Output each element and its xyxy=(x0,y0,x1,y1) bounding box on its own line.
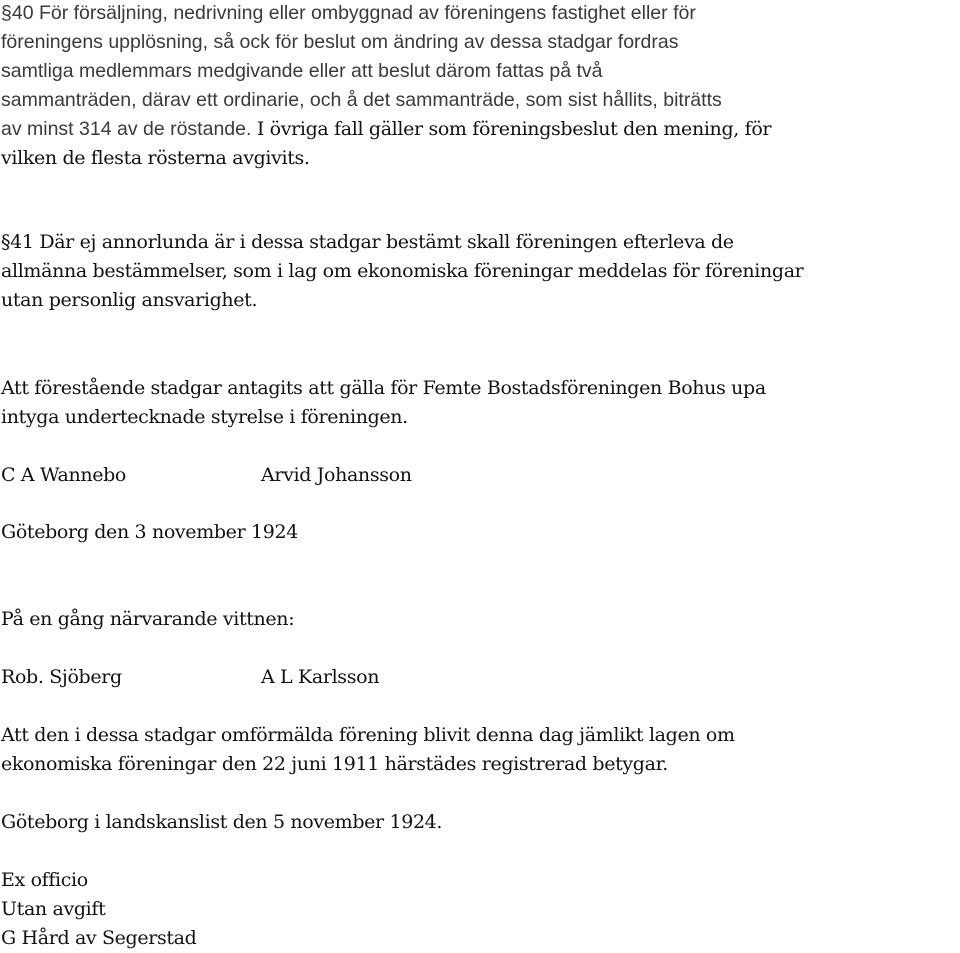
signature-board-right: Arvid Johansson xyxy=(261,464,412,486)
registration-line: Att den i dessa stadgar omförmälda förening blivit denna dag jämlikt lagen om xyxy=(1,724,735,746)
attestation-line: intyga undertecknade styrelse i föreningen. xyxy=(1,406,408,428)
county-date-line: Göteborg i landskanslist den 5 november 1924. xyxy=(1,811,443,833)
registration-paragraph xyxy=(1,721,735,779)
paragraph-40-line xyxy=(1,115,771,144)
paragraph-40-line: sammanträden, därav ett ordinarie, och å det sammanträde, som sist hållits, biträtts xyxy=(1,89,722,111)
attestation-line: Att förestående stadgar antagits att gälla för Femte Bostadsföreningen Bohus upa xyxy=(1,377,766,399)
paragraph-40-line-start: av minst 314 av de röstande. xyxy=(1,118,252,140)
signature-board-left: C A Wannebo xyxy=(1,464,127,486)
attestation-paragraph xyxy=(1,374,766,432)
paragraph-41-line: allmänna bestämmelser, som i lag om ekonomiska föreningar meddelas för föreningar xyxy=(1,260,804,282)
paragraph-40-line: föreningens upplösning, så ock för beslut om ändring av dessa stadgar fordras xyxy=(1,31,679,53)
paragraph-40 xyxy=(1,0,771,173)
signature-witness-right: A L Karlsson xyxy=(261,666,380,688)
registration-line: ekonomiska föreningar den 22 juni 1911 härstädes registrerad betygar. xyxy=(1,753,668,775)
paragraph-41 xyxy=(1,228,803,315)
closing-line: G Hård av Segerstad xyxy=(1,927,197,949)
paragraph-41-line: utan personlig ansvarighet. xyxy=(1,289,258,311)
witness-heading: På en gång närvarande vittnen: xyxy=(1,608,295,630)
closing-line: Utan avgift xyxy=(1,898,106,920)
closing-block xyxy=(1,866,196,953)
closing-line: Ex officio xyxy=(1,869,88,891)
paragraph-41-line: §41 Där ej annorlunda är i dessa stadgar bestämt skall föreningen efterleva de xyxy=(1,231,734,253)
signature-witness-left: Rob. Sjöberg xyxy=(1,666,122,688)
paragraph-40-line: vilken de flesta rösterna avgivits. xyxy=(1,147,310,169)
date-line: Göteborg den 3 november 1924 xyxy=(1,521,298,543)
paragraph-40-line-cont: I övriga fall gäller som föreningsbeslut den mening, för xyxy=(256,118,772,140)
paragraph-40-line: §40 För försäljning, nedrivning eller ombyggnad av föreningens fastighet eller för xyxy=(1,2,696,24)
paragraph-40-line: samtliga medlemmars medgivande eller att beslut därom fattas på två xyxy=(1,60,603,82)
